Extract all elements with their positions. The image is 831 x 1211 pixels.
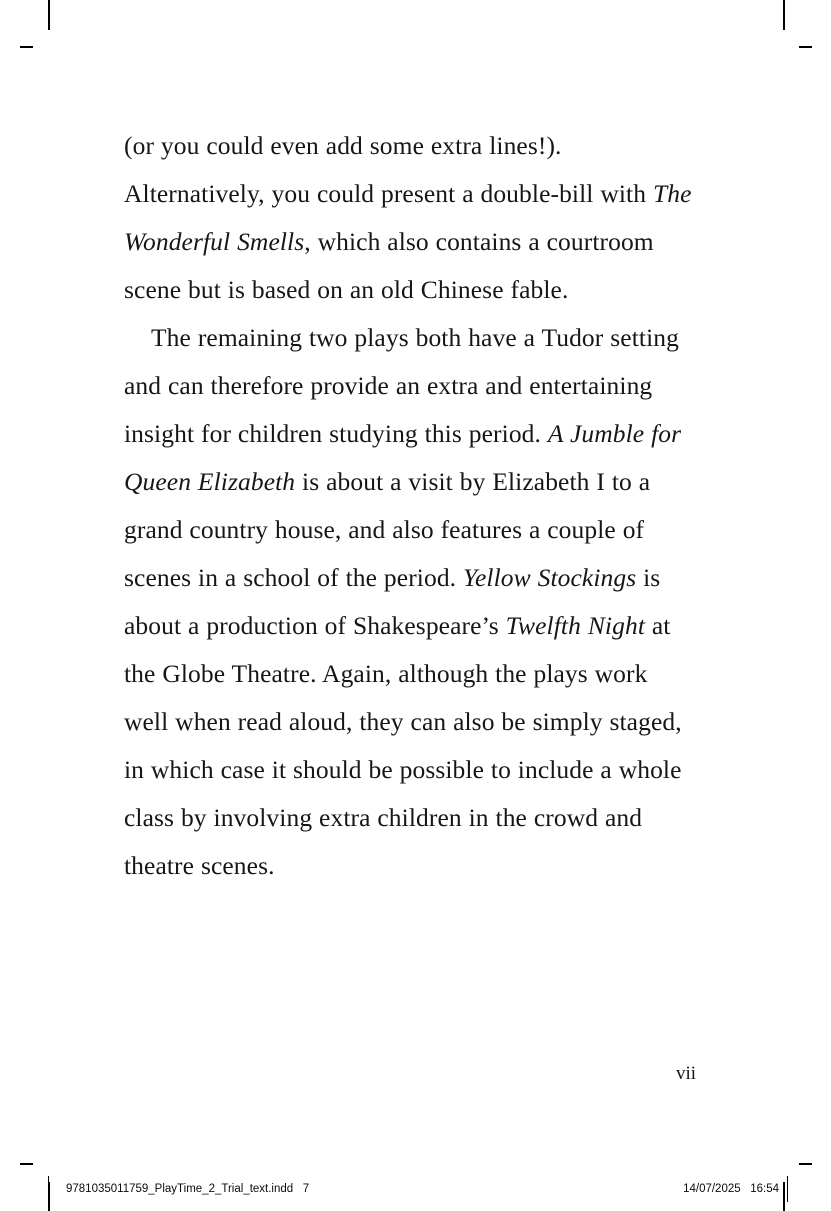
body-paragraph-2: [124, 314, 696, 890]
paragraph-1-run-3: , which also contains a courtroom scene but is based on an old Chinese fable.: [124, 227, 654, 304]
play-title-twelfth-night: Twelfth Night: [505, 611, 645, 640]
crop-mark-bottom-left-horizontal: [20, 1163, 33, 1165]
proof-slug-footer: [0, 1176, 831, 1202]
crop-mark-top-right-horizontal: [799, 46, 812, 48]
crop-mark-top-right-vertical: [783, 0, 785, 30]
paragraph-2-run-5: is about a production of Shakespeare’s: [124, 563, 661, 640]
body-paragraph-1: [124, 122, 696, 314]
paragraph-1-run-1: (or you could even add some extra lines!). Alternatively, you could present a double-bill with: [124, 131, 653, 208]
crop-mark-top-left-horizontal: [20, 46, 33, 48]
paragraph-2-run-3: is about a visit by Elizabeth I to a grand country house, and also features a couple of scenes in a school of the period.: [124, 467, 651, 592]
crop-mark-top-left-vertical: [48, 0, 50, 30]
play-title-yellow-stockings: Yellow Stockings: [463, 563, 637, 592]
slug-filename: 9781035011759_PlayTime_2_Trial_text.indd 7: [66, 1183, 310, 1195]
slug-rule-right: [787, 1176, 788, 1202]
body-text-column: [124, 122, 696, 890]
play-title-a-jumble-for-queen-elizabeth: A Jumble for Queen Elizabeth: [124, 419, 682, 496]
play-title-the-wonderful-smells: The Wonderful Smells: [124, 179, 692, 256]
paragraph-2-run-7: at the Globe Theatre. Again, although the plays work well when read aloud, they can also be simply staged, in which case it should be possible to include a whole class by involving extra children in the crowd and theatre scenes.: [124, 611, 682, 880]
page-number-folio: vii: [675, 1063, 696, 1084]
crop-mark-bottom-right-horizontal: [799, 1163, 812, 1165]
paragraph-2-run-1: The remaining two plays both have a Tudor setting and can therefore provide an extra and entertaining insight for children studying this period.: [124, 323, 679, 448]
slug-timestamp: 14/07/2025 16:54: [683, 1183, 779, 1195]
